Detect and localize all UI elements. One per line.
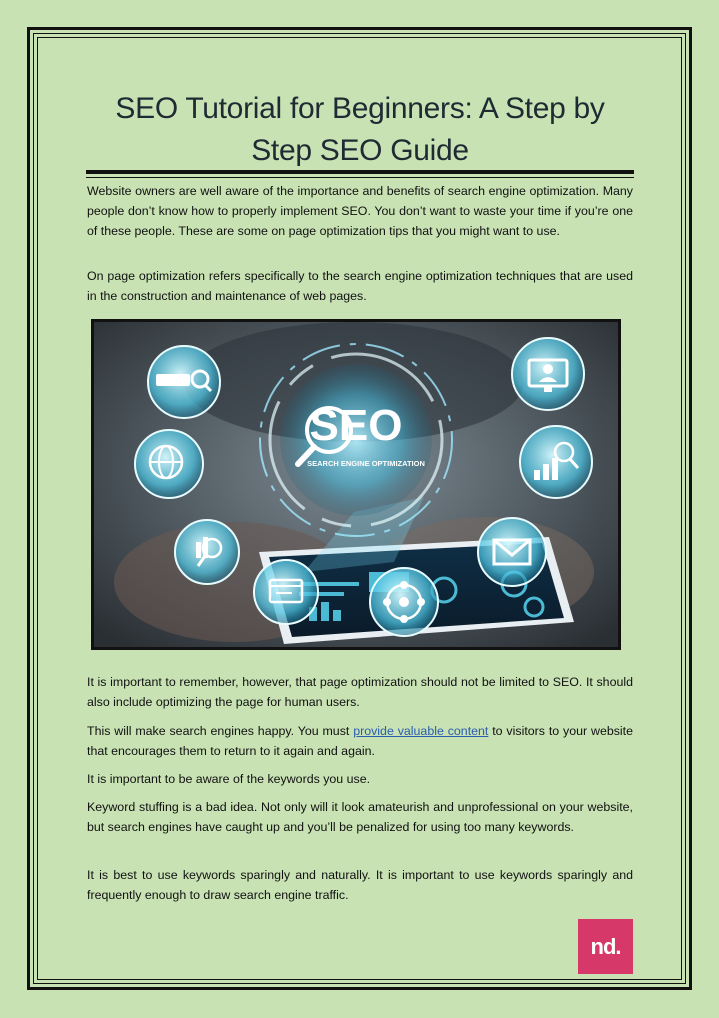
network-icon (370, 568, 438, 636)
chart-magnifier-icon (175, 520, 239, 584)
paragraph-keyword-stuffing: Keyword stuffing is a bad idea. Not only will it look amateurish and unprofessional on your website, but search engines have caught up and you’ll be penalized for using too many keywords. (87, 800, 633, 834)
paragraph-intro: Website owners are well aware of the importance and benefits of search engine optimization. Many people don’t know how to properly implement SEO. You don’t want to waste your time if you’re one of these people. These are some on page optimization tips that you might want to use. (87, 184, 633, 238)
paragraph-text-after-link: to visitors to your website that encourages them to return to it again and again. (87, 724, 634, 758)
title-rule-thin (86, 177, 634, 178)
paragraph-definition: On page optimization refers specifically to the search engine optimization techniques that are used in the construction and maintenance of web pages. (87, 269, 633, 303)
seo-main-text: SEO (309, 401, 403, 450)
paragraph-valuable-content (87, 721, 633, 761)
browser-window-icon (254, 560, 318, 624)
seo-sub-text: SEARCH ENGINE OPTIMIZATION (307, 459, 425, 468)
logo-text: nd. (590, 933, 621, 959)
globe-icon (135, 430, 203, 498)
title-rule-thick (86, 170, 634, 174)
bar-chart-icon (520, 426, 592, 498)
document-title: SEO Tutorial for Beginners: A Step by Step SEO Guide (115, 92, 605, 167)
paragraph-keywords-sparingly: It is best to use keywords sparingly and naturally. It is important to use keywords sparingly and frequently enough to draw search engine traffic. (87, 868, 633, 902)
person-monitor-icon (512, 338, 584, 410)
email-icon (478, 518, 546, 586)
nd-logo (578, 919, 633, 974)
search-bar-icon (148, 346, 220, 418)
paragraph-text-before-link: This will make search engines happy. You must (87, 724, 354, 738)
paragraph-human-users: It is important to remember, however, that page optimization should not be limited to SEO. It should also include optimizing the page for human users. (87, 675, 633, 709)
seo-hero-image (91, 319, 621, 650)
provide-valuable-content-link[interactable]: provide valuable content (353, 724, 489, 738)
paragraph-keywords-awareness: It is important to be aware of the keywords you use. (87, 772, 371, 786)
